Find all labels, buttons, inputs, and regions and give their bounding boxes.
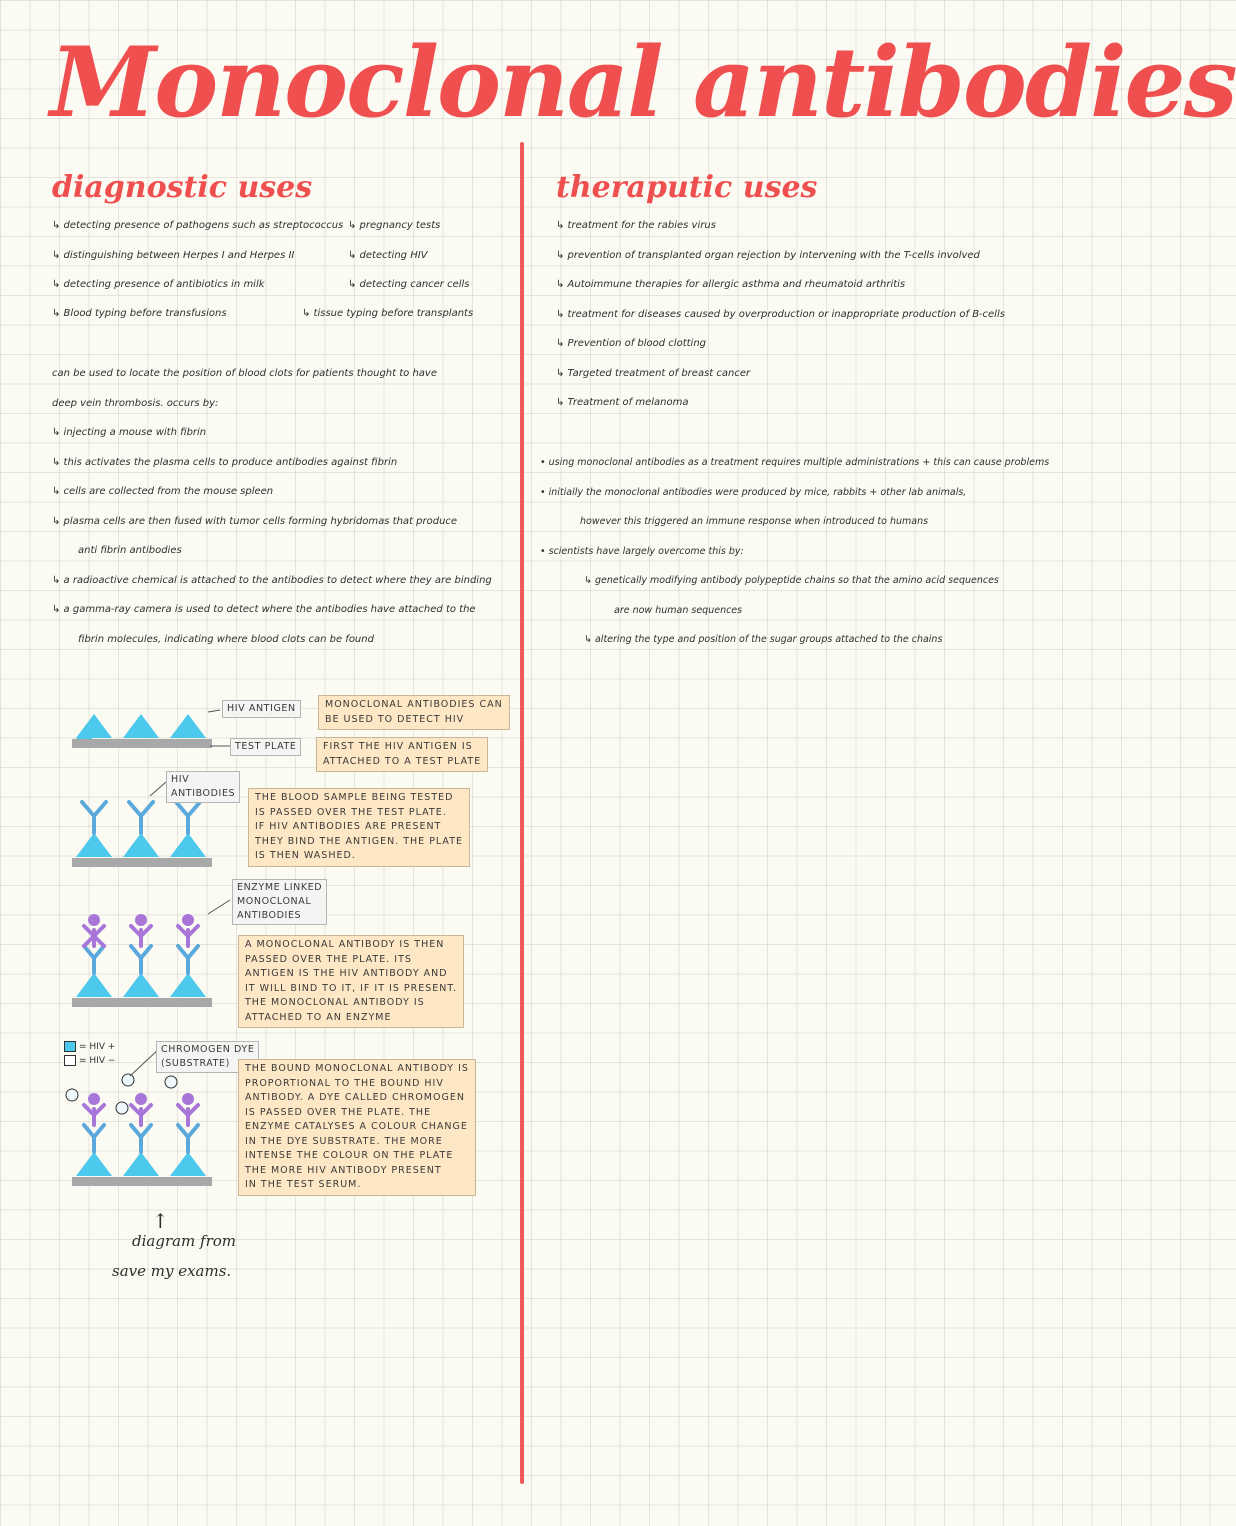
leader-line	[208, 900, 230, 914]
column-divider	[520, 142, 524, 1484]
box-line: ANTIBODY. A DYE CALLED CHROMOGEN	[245, 1092, 465, 1103]
box-line: ENZYME CATALYSES A COLOUR CHANGE	[245, 1121, 468, 1132]
label-line: ANTIBODIES	[171, 788, 236, 799]
explanation-box	[316, 737, 488, 772]
box-line: THE BLOOD SAMPLE BEING TESTED	[255, 792, 454, 803]
leader-line	[208, 710, 220, 712]
enzyme-linked-label	[232, 879, 327, 925]
legend-swatch-icon	[64, 1055, 76, 1066]
antibody-icon	[176, 802, 200, 833]
note-line: • initially the monoclonal antibodies were produced by mice, rabbits + other lab animals,	[540, 486, 967, 498]
para-line: deep vein thrombosis. occurs by:	[52, 397, 219, 409]
test-plate-label: TEST PLATE	[230, 738, 301, 756]
label-line: CHROMOGEN DYE	[161, 1044, 255, 1055]
box-line: THEY BIND THE ANTIGEN. THE PLATE	[255, 835, 463, 847]
stage-3-enzyme-linked	[72, 914, 212, 1007]
legend-swatch-icon	[64, 1041, 76, 1052]
box-line: INTENSE THE COLOUR ON THE PLATE	[245, 1150, 454, 1161]
fibrin-paragraph	[52, 359, 492, 654]
chromogen-icon	[66, 1089, 78, 1101]
box-line: ANTIGEN IS THE HIV ANTIBODY AND	[245, 968, 448, 979]
chromogen-icon	[165, 1076, 177, 1088]
legend	[64, 1040, 115, 1068]
para-line: anti fibrin antibodies	[78, 545, 182, 556]
para-line: ↳ this activates the plasma cells to produce antibodies against fibrin	[52, 456, 398, 468]
explanation-box	[318, 695, 510, 730]
diagnostic-item: ↳ detecting presence of antibiotics in milk	[52, 279, 265, 290]
caption-line: diagram from	[132, 1232, 237, 1250]
para-line: ↳ injecting a mouse with fibrin	[52, 427, 207, 438]
label-line: ANTIBODIES	[237, 910, 302, 921]
legend-positive: = HIV +	[64, 1040, 115, 1054]
therapeutic-item: ↳ Autoimmune therapies for allergic asthma and rheumatoid arthritis	[556, 279, 906, 290]
antibody-icon	[129, 802, 153, 833]
diagnostic-item: ↳ Blood typing before transfusions	[52, 308, 227, 319]
enzyme-icon	[182, 914, 194, 926]
therapeutic-item: ↳ Treatment of melanoma	[556, 397, 689, 408]
box-line: THE MORE HIV ANTIBODY PRESENT	[245, 1164, 442, 1176]
therapeutic-item: ↳ treatment for diseases caused by overproduction or inappropriate production of B-cells	[556, 308, 1005, 320]
box-line: PASSED OVER THE PLATE. ITS	[245, 953, 412, 965]
explanation-box	[248, 788, 470, 867]
note-line: • scientists have largely overcome this by:	[540, 545, 744, 557]
note-line: • using monoclonal antibodies as a treatment requires multiple administrations + this can cause problems	[540, 457, 1050, 468]
antigen-icon	[123, 714, 159, 738]
explanation-box	[238, 1059, 476, 1196]
label-line: MONOCLONAL	[237, 896, 312, 907]
box-line: IS THEN WASHED.	[255, 850, 356, 861]
antigen-icon	[76, 714, 112, 738]
note-line: ↳ genetically modifying antibody polypeptide chains so that the amino acid sequences	[584, 575, 999, 586]
therapeutic-item: ↳ Targeted treatment of breast cancer	[556, 367, 751, 379]
hiv-antibodies-label	[166, 771, 240, 803]
note-line: are now human sequences	[614, 604, 743, 616]
para-line: ↳ plasma cells are then fused with tumor cells forming hybridomas that produce	[52, 515, 458, 527]
box-line: IS PASSED OVER THE TEST PLATE.	[255, 806, 447, 818]
box-line: MONOCLONAL ANTIBODIES CAN	[325, 699, 503, 710]
box-line: A MONOCLONAL ANTIBODY IS THEN	[245, 939, 445, 950]
label-line: (SUBSTRATE)	[161, 1058, 230, 1069]
note-line: ↳ altering the type and position of the sugar groups attached to the chains	[584, 634, 943, 645]
box-line: BE USED TO DETECT HIV	[325, 713, 465, 725]
box-line: IN THE TEST SERUM.	[245, 1179, 362, 1190]
stage-1-antigen-plate	[72, 714, 212, 748]
diagnostic-heading: diagnostic uses	[52, 170, 313, 205]
therapeutic-notes	[540, 448, 1049, 655]
chromogen-icon	[122, 1074, 134, 1086]
box-line: THE MONOCLONAL ANTIBODY IS	[245, 997, 425, 1008]
therapeutic-list	[556, 211, 1005, 418]
box-line: ATTACHED TO AN ENZYME	[245, 1011, 392, 1023]
para-line: ↳ a gamma-ray camera is used to detect where the antibodies have attached to the	[52, 604, 476, 615]
therapeutic-item: ↳ treatment for the rabies virus	[556, 220, 716, 231]
label-line: ENZYME LINKED	[237, 882, 323, 893]
box-line: IF HIV ANTIBODIES ARE PRESENT	[255, 821, 442, 832]
therapeutic-item: ↳ prevention of transplanted organ rejection by intervening with the T-cells involved	[556, 249, 980, 261]
label-line: HIV	[171, 774, 190, 785]
box-line: ATTACHED TO A TEST PLATE	[323, 755, 482, 767]
diagnostic-item: ↳ detecting presence of pathogens such as streptococcus	[52, 220, 344, 231]
antigen-icon	[170, 714, 206, 738]
diagnostic-item: ↳ distinguishing between Herpes I and Herpes II	[52, 250, 295, 261]
chromogen-icon	[116, 1102, 128, 1114]
box-line: IT WILL BIND TO IT, IF IT IS PRESENT.	[245, 982, 458, 994]
antibody-icon	[82, 802, 106, 833]
stage-4-chromogen	[66, 1074, 212, 1186]
leader-line	[150, 782, 166, 796]
note-line: however this triggered an immune response when introduced to humans	[580, 516, 929, 527]
diagnostic-item: ↳ tissue typing before transplants	[302, 308, 474, 319]
para-line: ↳ cells are collected from the mouse spleen	[52, 486, 274, 497]
test-plate-icon	[72, 739, 212, 748]
diagnostic-item: ↳ detecting cancer cells	[348, 279, 470, 290]
caption-line: save my exams.	[112, 1262, 232, 1280]
para-line: can be used to locate the position of blood clots for patients thought to have	[52, 368, 437, 379]
stage-2-antibodies	[72, 802, 212, 867]
box-line: PROPORTIONAL TO THE BOUND HIV	[245, 1077, 444, 1089]
elisa-diagram	[60, 690, 240, 1200]
box-line: IN THE DYE SUBSTRATE. THE MORE	[245, 1135, 443, 1147]
legend-negative: = HIV −	[64, 1054, 115, 1068]
hiv-antigen-label: HIV ANTIGEN	[222, 700, 301, 718]
box-line: THE BOUND MONOCLONAL ANTIBODY IS	[245, 1063, 469, 1074]
therapeutic-item: ↳ Prevention of blood clotting	[556, 338, 706, 349]
para-line: ↳ a radioactive chemical is attached to the antibodies to detect where they are binding	[52, 574, 492, 586]
diagnostic-item: ↳ pregnancy tests	[348, 220, 441, 231]
caption-arrow: ↑	[152, 1209, 169, 1233]
therapeutic-heading: theraputic uses	[556, 170, 818, 205]
enzyme-icon	[135, 914, 147, 926]
explanation-box	[238, 935, 464, 1028]
box-line: FIRST THE HIV ANTIGEN IS	[323, 741, 473, 752]
box-line: IS PASSED OVER THE PLATE. THE	[245, 1106, 432, 1118]
diagnostic-item: ↳ detecting HIV	[348, 250, 428, 261]
enzyme-icon	[88, 914, 100, 926]
para-line: fibrin molecules, indicating where blood clots can be found	[78, 633, 374, 645]
page-title: Monoclonal antibodies	[50, 26, 1236, 139]
